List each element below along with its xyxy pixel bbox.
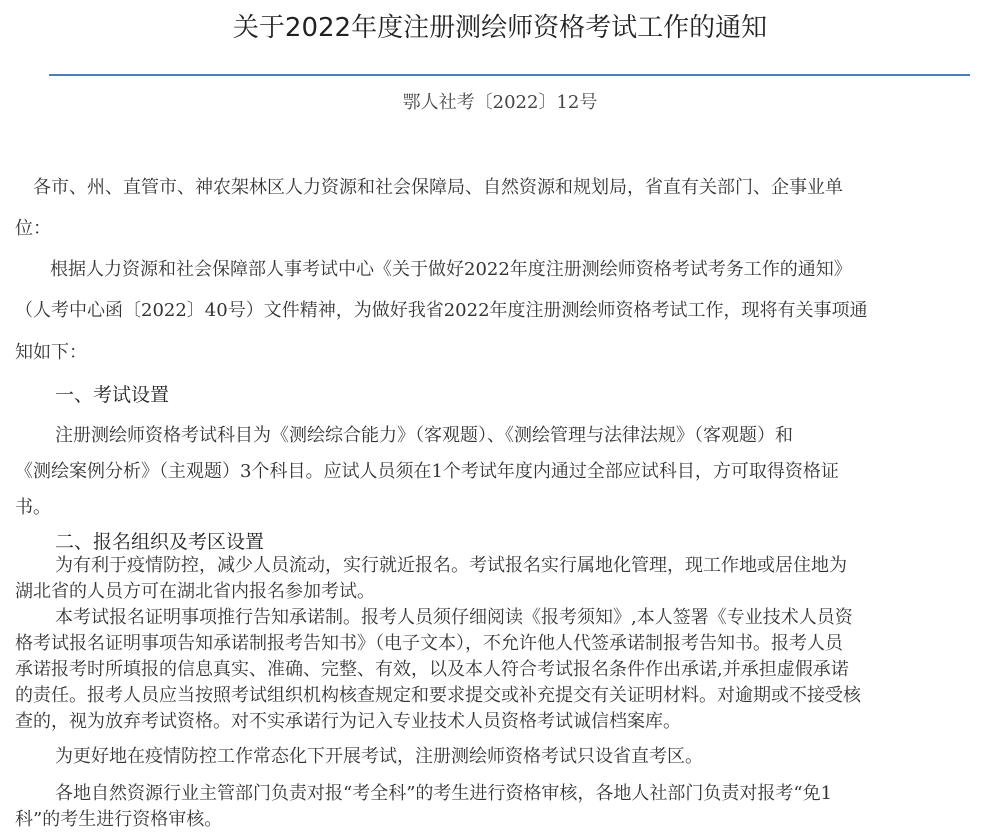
section1-line-3: 书。 — [15, 497, 51, 518]
intro-line-2: （人考中心函〔2022〕40号）文件精神，为做好我省2022年度注册测绘师资格考试工作，现将有关事项通 — [15, 300, 868, 321]
section2-para2-line-2: 格考试报名证明事项告知承诺制报考告知书》（电子文本），不允许他人代签承诺制报考告知书。报考人员 — [15, 633, 843, 654]
section2-para1-line-1: 为有利于疫情防控，减少人员流动，实行就近报名。考试报名实行属地化管理，现工作地或居住地为 — [55, 555, 847, 576]
section2-para3-line-1: 为更好地在疫情防控工作常态化下开展考试，注册测绘师资格考试只设省直考区。 — [55, 746, 703, 767]
addressee-line-1: 各市、州、直管市、神农架林区人力资源和社会保障局、自然资源和规划局，省直有关部门、企事业单 — [33, 177, 843, 198]
section2-para2-line-3: 承诺报考时所填报的信息真实、准确、完整、有效，以及本人符合考试报名条件作出承诺,并承担虚假承诺 — [15, 659, 849, 680]
addressee-line-2: 位： — [15, 218, 51, 239]
section2-para2-line-4: 的责任。报考人员应当按照考试组织机构核查规定和要求提交或补充提交有关证明材料。对逾期或不接受核 — [15, 685, 861, 706]
section1-line-1: 注册测绘师资格考试科目为《测绘综合能力》（客观题）、《测绘管理与法律法规》（客观题）和 — [55, 425, 793, 446]
section1-line-2: 《测绘案例分析》（主观题）3个科目。应试人员须在1个考试年度内通过全部应试科目，方可取得资格证 — [15, 461, 839, 482]
section2-para4-line-1: 各地自然资源行业主管部门负责对报“考全科”的考生进行资格审核，各地人社部门负责对报考“免1 — [55, 783, 833, 804]
page-title: 关于2022年度注册测绘师资格考试工作的通知 — [232, 13, 768, 43]
intro-line-3: 知如下： — [15, 342, 87, 363]
section2-para2-line-5: 查的，视为放弃考试资格。对不实承诺行为记入专业技术人员资格考试诚信档案库。 — [15, 711, 681, 732]
intro-line-1: 根据人力资源和社会保障部人事考试中心《关于做好2022年度注册测绘师资格考试考务工作的通知》 — [50, 259, 852, 280]
section-heading-exam-setup: 一、考试设置 — [55, 384, 170, 406]
title-divider — [49, 74, 970, 76]
section-heading-registration: 二、报名组织及考区设置 — [55, 531, 265, 553]
document-number: 鄂人社考〔2022〕12号 — [402, 92, 598, 113]
section2-para4-line-2: 科”的考生进行资格审核。 — [15, 809, 223, 830]
section2-para2-line-1: 本考试报名证明事项推行告知承诺制。报考人员须仔细阅读《报考须知》,本人签署《专业技术人员资 — [55, 607, 853, 628]
section2-para1-line-2: 湖北省的人员方可在湖北省内报名参加考试。 — [15, 581, 375, 602]
